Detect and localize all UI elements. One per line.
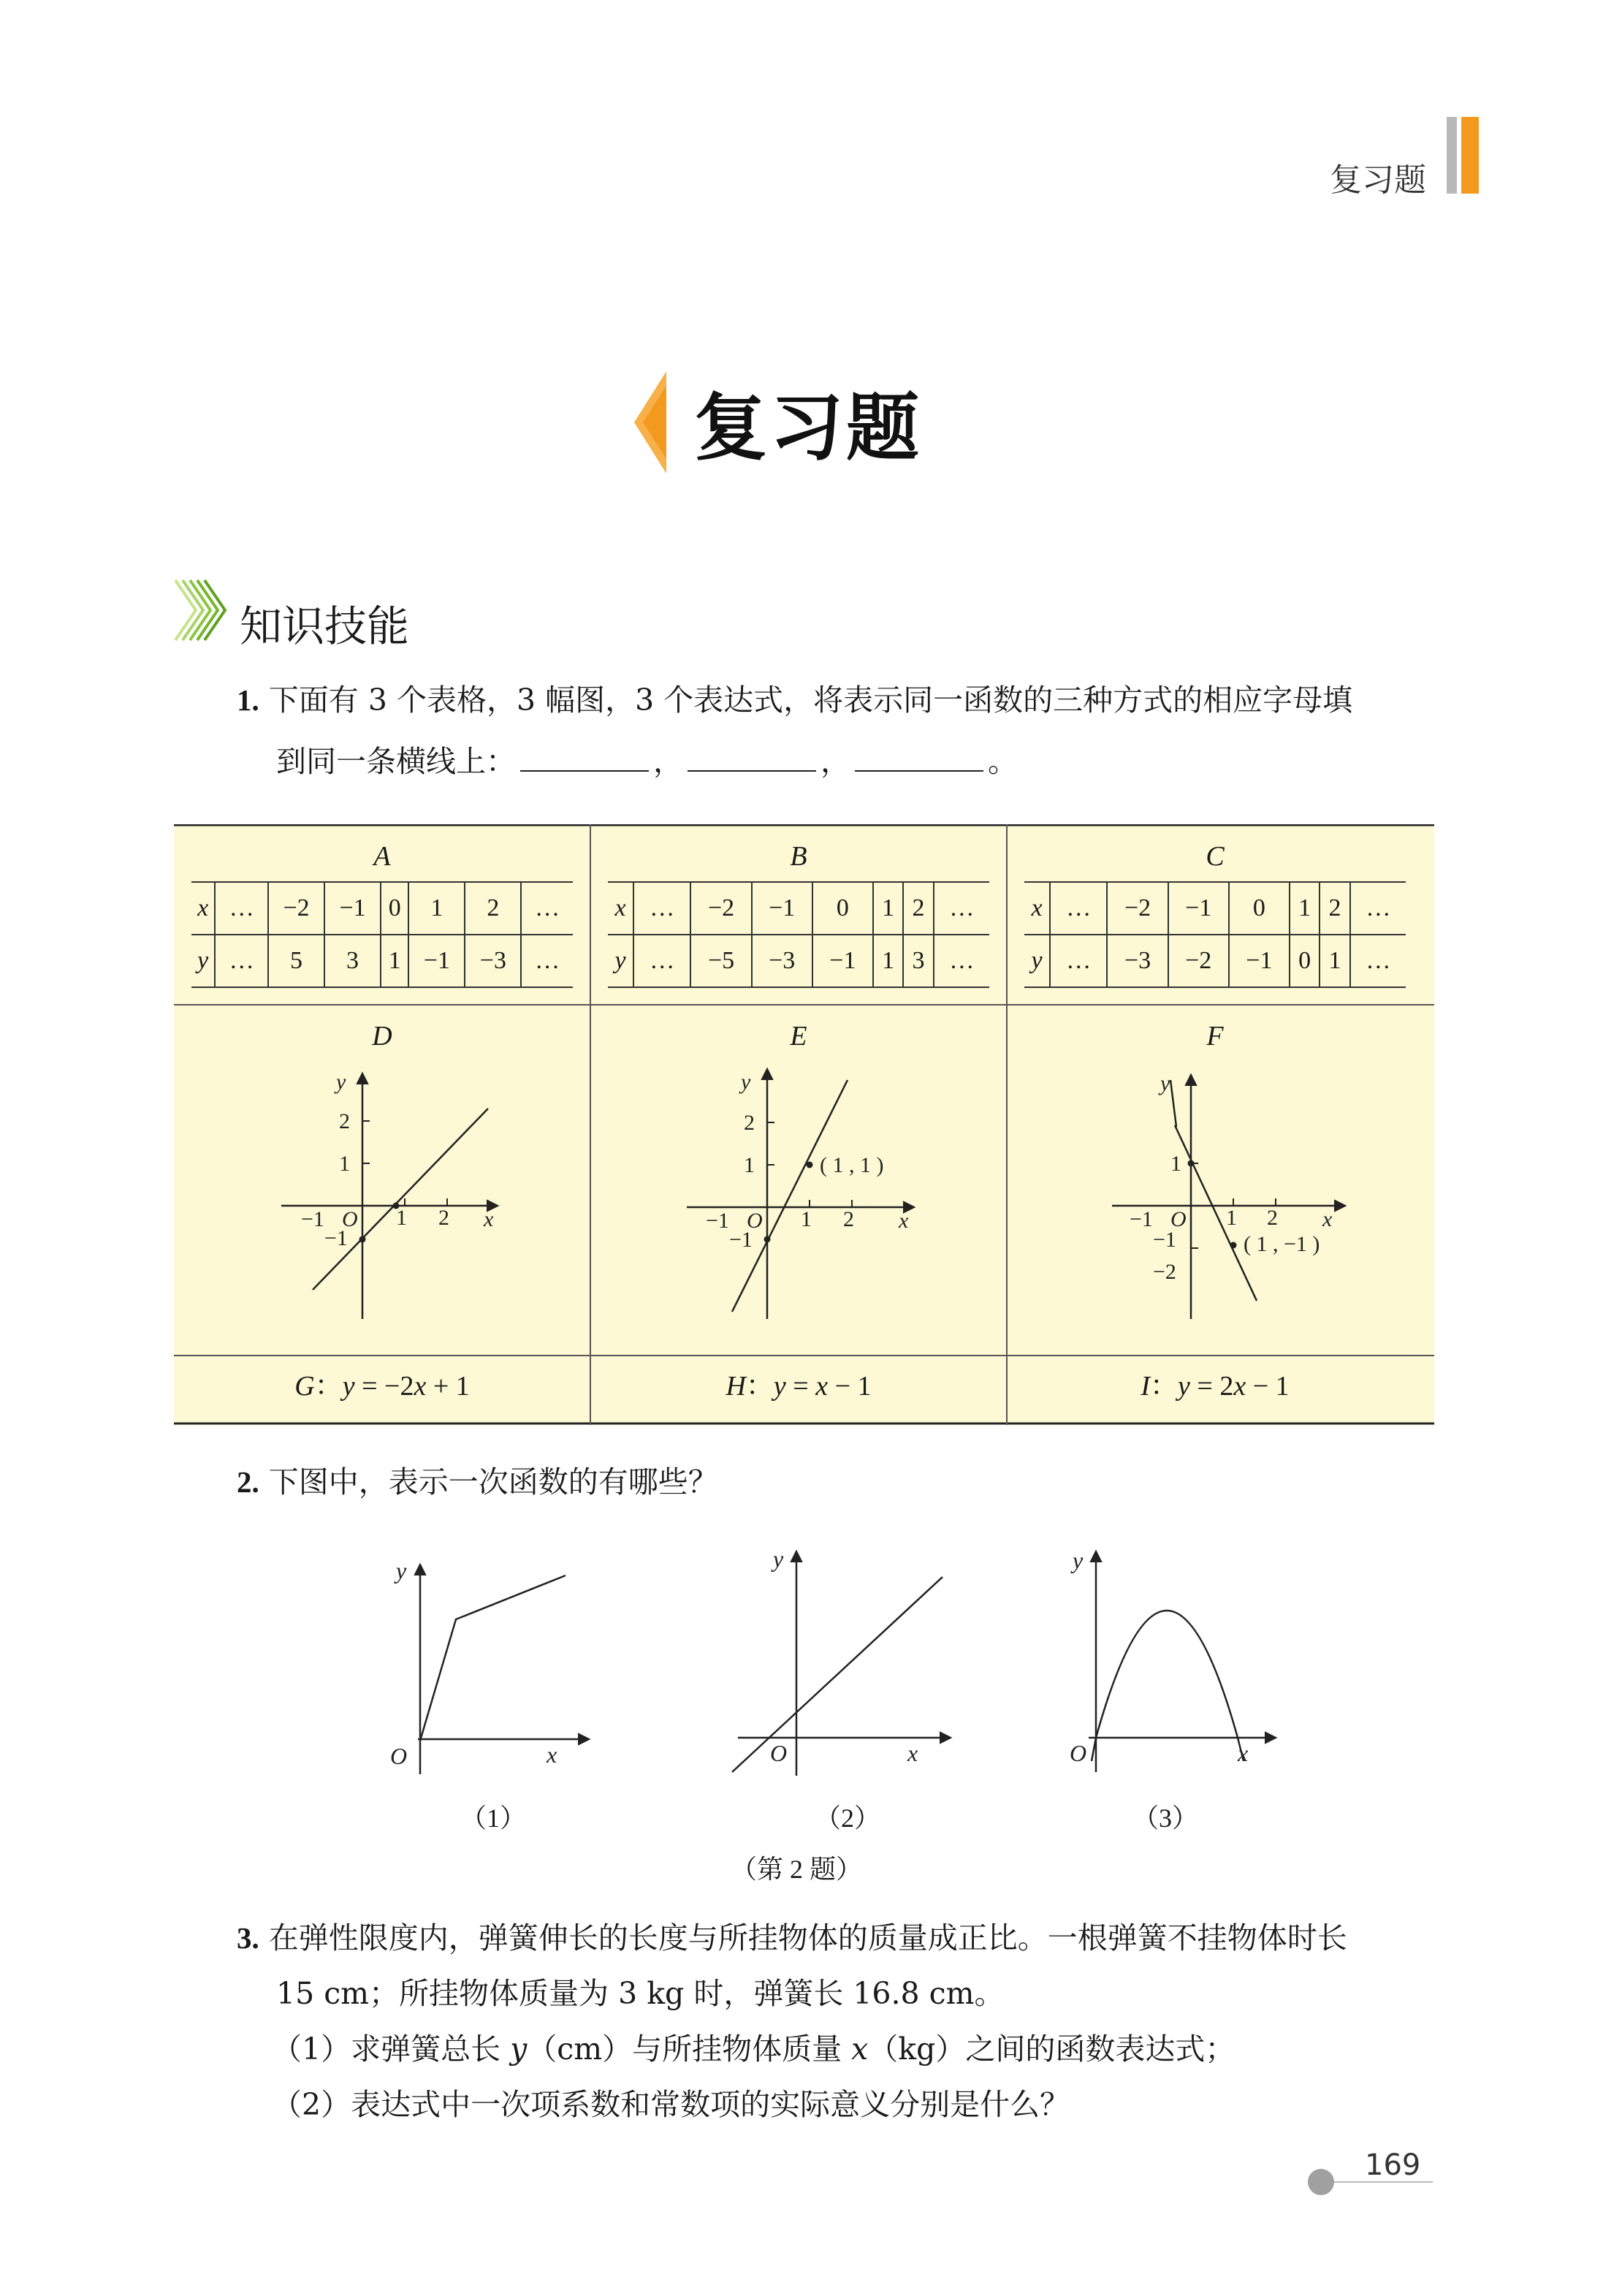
table-cell: …: [1050, 935, 1107, 987]
running-header: 复习题: [1330, 161, 1426, 199]
table-cell: −2: [690, 882, 751, 935]
table-cell: y: [1024, 935, 1050, 987]
chapter-title: 复习题: [694, 384, 922, 471]
tick-label: −1: [1130, 1207, 1153, 1231]
question-number: 1.: [237, 683, 259, 717]
graph-f-title: F: [1206, 1021, 1224, 1052]
q2-figure-2: [723, 1542, 964, 1798]
table-cell: −1: [752, 882, 812, 935]
tick-label: 2: [438, 1206, 449, 1230]
table-cell: −2: [1168, 935, 1229, 987]
tick-label: 2: [339, 1109, 350, 1133]
tick-label: 1: [396, 1206, 407, 1230]
question-3: [237, 1909, 1347, 1967]
svg-text:y: y: [396, 1557, 407, 1584]
table-cell: −1: [1229, 935, 1290, 987]
table-cell: …: [1350, 882, 1406, 935]
table-cell: 5: [268, 935, 324, 987]
question-number: 3.: [237, 1921, 259, 1955]
table-cell: 0: [812, 882, 873, 935]
separator: ，: [653, 744, 683, 779]
tick-label: 1: [1170, 1152, 1181, 1176]
table-cell: 1: [873, 935, 903, 987]
separator: ，: [820, 744, 850, 779]
table-cell: …: [215, 935, 268, 987]
table-c: [1024, 881, 1406, 988]
table-row: [191, 882, 573, 935]
table-cell: x: [1024, 882, 1050, 935]
table-b-title: B: [790, 841, 807, 872]
x-axis-label: x: [899, 1209, 909, 1233]
table-cell: x: [191, 882, 215, 935]
table-cell: 0: [381, 882, 408, 935]
question-1: [237, 671, 1352, 729]
full-stop: 。: [988, 744, 1018, 779]
graph-e: [679, 1060, 928, 1330]
group-caption: （第 2 题）: [730, 1855, 862, 1884]
table-cell: −3: [752, 935, 812, 987]
table-cell: 1: [1290, 882, 1320, 935]
page-dot-icon: [1308, 2169, 1334, 2195]
figure-caption: （1）: [460, 1803, 526, 1833]
table-cell: 1: [381, 935, 408, 987]
table-cell: 0: [1229, 882, 1290, 935]
graph-d-title: D: [372, 1021, 392, 1052]
figure-caption: （3）: [1132, 1803, 1198, 1833]
table-cell: 2: [465, 882, 521, 935]
table-cell: x: [608, 882, 633, 935]
tick-label: −1: [706, 1209, 729, 1233]
origin-label: O: [747, 1209, 763, 1233]
table-a: [191, 881, 573, 988]
expression-g: G：y = −2x + 1: [294, 1371, 470, 1402]
answer-blank-2[interactable]: [688, 740, 816, 772]
graph-f: [1103, 1060, 1366, 1330]
table-cell: 3: [324, 935, 381, 987]
tick-label: −1: [729, 1228, 753, 1252]
svg-text:O: O: [1070, 1740, 1087, 1766]
y-axis-label: y: [741, 1070, 751, 1094]
table-cell: …: [215, 882, 268, 935]
table-cell: −3: [465, 935, 521, 987]
tick-label: 2: [843, 1207, 854, 1231]
point-label: ( 1 , 1 ): [820, 1153, 884, 1177]
y-axis-label: y: [336, 1070, 346, 1094]
table-cell: −2: [268, 882, 324, 935]
table-row: [1024, 935, 1406, 987]
tick-label: −2: [1153, 1260, 1176, 1284]
tick-label: −1: [324, 1226, 348, 1250]
table-a-title: A: [373, 841, 391, 872]
header-tab-bars: [1447, 117, 1479, 194]
table-cell: 2: [1320, 882, 1349, 935]
table-cell: 3: [903, 935, 933, 987]
x-axis-label: x: [484, 1207, 494, 1231]
table-cell: −1: [408, 935, 465, 987]
question-2-text: 下图中，表示一次函数的有哪些？: [268, 1464, 718, 1499]
tick-label: 1: [339, 1152, 350, 1176]
svg-text:y: y: [1073, 1547, 1084, 1573]
expression-i: I：y = 2x − 1: [1141, 1371, 1290, 1402]
table-cell: y: [608, 935, 633, 987]
table-cell: …: [1350, 935, 1406, 987]
origin-label: O: [342, 1207, 358, 1231]
table-row: [608, 882, 989, 935]
svg-text:x: x: [547, 1741, 557, 1768]
table-cell: 0: [1290, 935, 1320, 987]
question-3-line2: 15 cm；所挂物体质量为 3 kg 时，弹簧长 16.8 cm。: [276, 1976, 1005, 2011]
tick-label: −1: [1153, 1228, 1176, 1252]
x-axis-label: x: [1322, 1207, 1333, 1231]
table-b: [608, 881, 989, 988]
table-cell: …: [633, 935, 690, 987]
page-number: 169: [1365, 2148, 1421, 2182]
table-cell: −1: [812, 935, 873, 987]
table-cell: …: [934, 882, 989, 935]
table-cell: −2: [1107, 882, 1168, 935]
point-label: ( 1 , −1 ): [1244, 1232, 1320, 1256]
table-row: [191, 935, 573, 987]
table-cell: −1: [324, 882, 381, 935]
svg-text:O: O: [390, 1743, 408, 1769]
svg-text:x: x: [1238, 1740, 1249, 1766]
question-3-sub1: （1）求弹簧总长 y（cm）与所挂物体质量 x（kg）之间的函数表达式；: [272, 2031, 1235, 2067]
graph-e-title: E: [790, 1021, 807, 1052]
table-cell: −1: [1168, 882, 1229, 935]
question-1-line2: 到同一条横线上：: [276, 744, 516, 779]
tick-label: 1: [801, 1207, 812, 1231]
table-cell: …: [521, 935, 573, 987]
table-cell: y: [191, 935, 215, 987]
chevrons-icon: [174, 577, 232, 643]
table-cell: 1: [408, 882, 465, 935]
question-number: 2.: [237, 1465, 259, 1499]
table-cell: …: [521, 882, 573, 935]
table-c-title: C: [1206, 841, 1225, 872]
y-axis-label: y: [1160, 1071, 1170, 1095]
table-row: [1024, 882, 1406, 935]
question-1-line1: 下面有 3 个表格，3 幅图，3 个表达式，将表示同一函数的三种方式的相应字母填: [268, 683, 1353, 718]
tick-label: −1: [301, 1207, 324, 1231]
tick-label: 2: [744, 1111, 755, 1135]
graph-d: [270, 1060, 519, 1330]
answer-blank-1[interactable]: [520, 740, 649, 772]
tick-label: 1: [744, 1153, 755, 1177]
question-3-line1: 在弹性限度内，弹簧伸长的长度与所挂物体的质量成正比。一根弹簧不挂物体时长: [268, 1920, 1347, 1955]
q2-figure-1: [380, 1549, 599, 1798]
table-cell: …: [633, 882, 690, 935]
question-3-sub2: （2）表达式中一次项系数和常数项的实际意义分别是什么？: [272, 2087, 1070, 2122]
table-cell: 1: [873, 882, 903, 935]
tick-label: 1: [1226, 1206, 1237, 1230]
table-cell: …: [1050, 882, 1107, 935]
section-title: 知识技能: [240, 601, 410, 651]
table-cell: 2: [903, 882, 933, 935]
question-2: [237, 1453, 718, 1511]
answer-blank-3[interactable]: [855, 740, 983, 772]
table-cell: −3: [1107, 935, 1168, 987]
q2-figure-3: [1059, 1542, 1293, 1798]
question-1-line2-row: [276, 732, 1018, 791]
table-cell: −5: [690, 935, 751, 987]
table-cell: 1: [1320, 935, 1349, 987]
title-marker-icon: [634, 371, 678, 474]
figure-caption: （2）: [814, 1803, 880, 1833]
table-cell: …: [934, 935, 989, 987]
origin-label: O: [1170, 1207, 1187, 1231]
expression-h: H：y = x − 1: [726, 1371, 872, 1402]
table-row: [608, 935, 989, 987]
svg-text:y: y: [773, 1546, 784, 1572]
svg-text:O: O: [770, 1740, 788, 1766]
svg-text:x: x: [907, 1740, 918, 1766]
tick-label: 2: [1267, 1206, 1278, 1230]
